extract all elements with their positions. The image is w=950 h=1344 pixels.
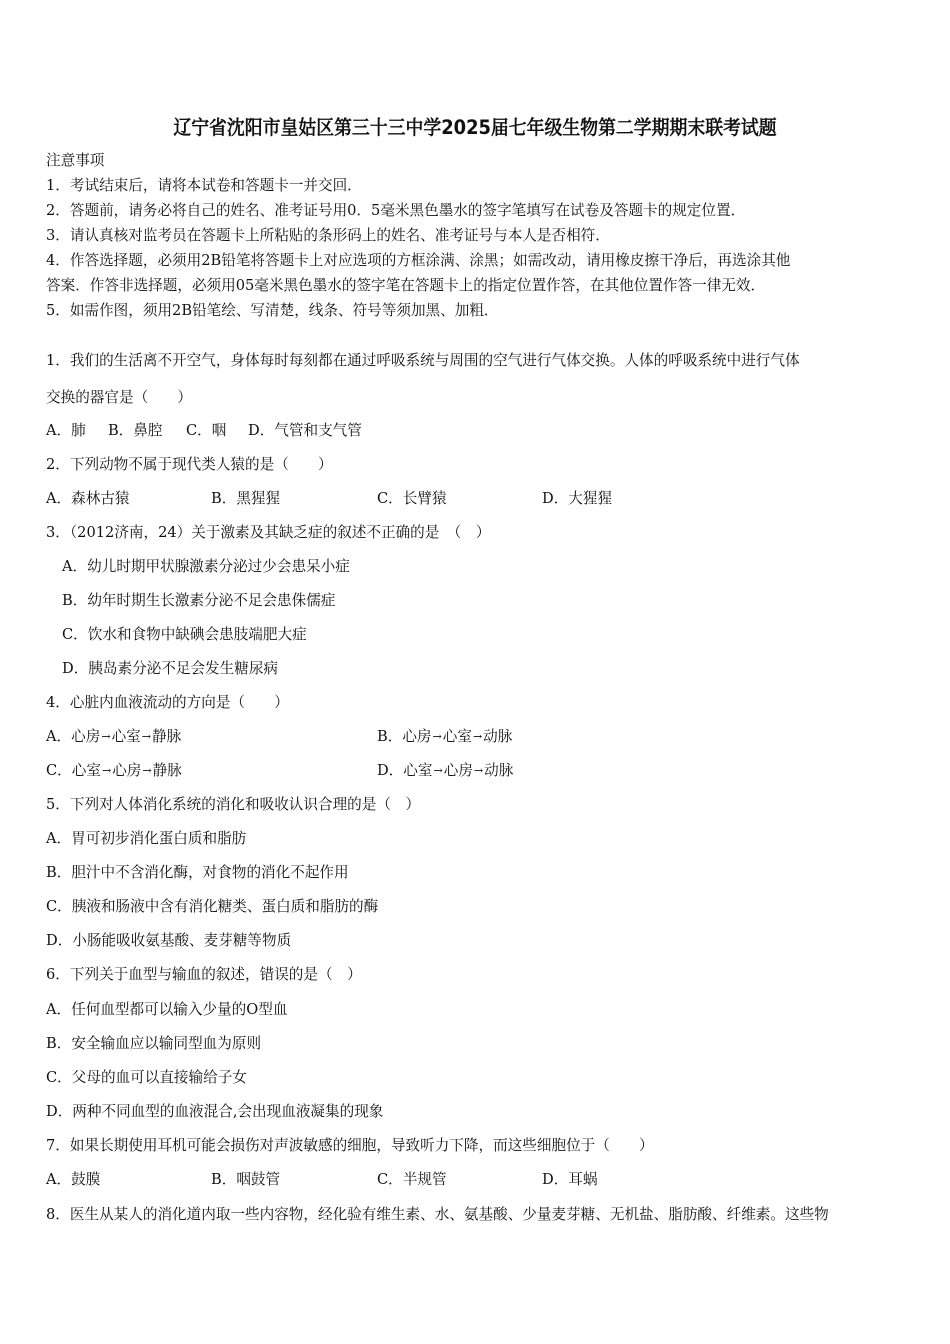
q5-option-a: A．胃可初步消化蛋白质和脂肪 — [46, 830, 247, 847]
q4-option-c-part1: 心室 — [71, 762, 101, 779]
q7-option-b: B．咽鼓管 — [211, 1171, 281, 1188]
q6-option-a: A．任何血型都可以输入少量的O型血 — [46, 1001, 288, 1018]
q7-option-d: D．耳蜗 — [542, 1171, 598, 1188]
q4-option-c — [46, 762, 182, 780]
arrow-icon: → — [433, 764, 443, 777]
q4-option-a-letter: A． — [46, 728, 72, 745]
q4-option-b-letter: B． — [377, 728, 403, 745]
q3-option-a: A．幼儿时期甲状腺激素分泌过少会患呆小症 — [62, 558, 350, 575]
question-8-stem: 8．医生从某人的消化道内取一些内容物，经化验有维生素、水、氨基酸、少量麦芽糖、无机盐、脂肪酸、纤维素。这些物 — [46, 1206, 829, 1223]
arrow-icon: → — [141, 730, 151, 743]
q4-option-c-part3: 静脉 — [152, 762, 182, 779]
notice-item: 答案．作答非选择题，必须用05毫米黑色墨水的签字笔在答题卡上的指定位置作答，在其他位置作答一律无效． — [46, 277, 766, 294]
q4-option-a — [46, 728, 181, 746]
q4-option-c-letter: C． — [46, 762, 72, 779]
question-7-stem: 7．如果长期使用耳机可能会损伤对声波敏感的细胞，导致听力下降，而这些细胞位于（ ） — [46, 1137, 654, 1154]
question-4-stem: 4．心脏内血液流动的方向是（ ） — [46, 694, 289, 711]
q4-option-a-part1: 心房 — [71, 728, 101, 745]
q6-option-b: B．安全输血应以输同型血为原则 — [46, 1035, 262, 1052]
q4-option-d — [377, 762, 513, 780]
q4-option-d-part1: 心室 — [403, 762, 433, 779]
q4-option-b-part1: 心房 — [402, 728, 432, 745]
arrow-icon: → — [142, 764, 152, 777]
q3-option-c: C．饮水和食物中缺碘会患肢端肥大症 — [62, 626, 307, 643]
question-3-stem: 3．（2012济南，24）关于激素及其缺乏症的叙述不正确的是 （ ） — [46, 524, 491, 541]
notice-item: 4．作答选择题，必须用2B铅笔将答题卡上对应选项的方框涂满、涂黑；如需改动，请用橡皮擦干净后，再选涂其他 — [46, 252, 791, 269]
q3-option-b: B．幼年时期生长激素分泌不足会患侏儒症 — [62, 592, 336, 609]
q4-option-a-part2: 心室 — [111, 728, 141, 745]
q4-option-d-part2: 心房 — [443, 762, 473, 779]
q4-option-b-part2: 心室 — [442, 728, 472, 745]
arrow-icon: → — [432, 730, 442, 743]
notice-item: 1．考试结束后，请将本试卷和答题卡一并交回． — [46, 177, 362, 194]
q3-option-d: D．胰岛素分泌不足会发生糖尿病 — [62, 660, 279, 677]
arrow-icon: → — [473, 764, 484, 777]
q1-option-d: D．气管和支气管 — [248, 422, 362, 439]
q5-option-b: B．胆汁中不含消化酶，对食物的消化不起作用 — [46, 864, 349, 881]
q6-option-d: D．两种不同血型的血液混合,会出现血液凝集的现象 — [46, 1103, 384, 1120]
exam-title: 辽宁省沈阳市皇姑区第三十三中学2025届七年级生物第二学期期末联考试题 — [173, 116, 777, 139]
q4-option-b-part3: 动脉 — [483, 728, 513, 745]
q1-option-c: C．咽 — [186, 422, 227, 439]
q4-option-d-letter: D． — [377, 762, 404, 779]
q1-option-b: B．鼻腔 — [108, 422, 163, 439]
q2-option-d: D．大猩猩 — [542, 490, 613, 507]
q1-option-a: A．肺 — [46, 422, 86, 439]
arrow-icon: → — [472, 730, 483, 743]
q2-option-a: A．森林古猿 — [46, 490, 130, 507]
question-6-stem: 6．下列关于血型与输血的叙述，错误的是（ ） — [46, 966, 362, 983]
arrow-icon: → — [101, 730, 111, 743]
q4-option-c-part2: 心房 — [112, 762, 142, 779]
q4-option-d-part3: 动脉 — [484, 762, 514, 779]
q5-option-d: D．小肠能吸收氨基酸、麦芽糖等物质 — [46, 932, 292, 949]
notice-item: 2．答题前，请务必将自己的姓名、准考证号用0．5毫米黑色墨水的签字笔填写在试卷及答题卡的规定位置． — [46, 202, 746, 219]
q2-option-b: B．黑猩猩 — [211, 490, 281, 507]
arrow-icon: → — [101, 764, 112, 777]
q2-option-c: C．长臂猿 — [377, 490, 447, 507]
notice-item: 5．如需作图，须用2B铅笔绘、写清楚，线条、符号等须加黑、加粗． — [46, 302, 499, 319]
q6-option-c: C．父母的血可以直接输给子女 — [46, 1069, 247, 1086]
notice-item: 3．请认真核对监考员在答题卡上所粘贴的条形码上的姓名、准考证号与本人是否相符． — [46, 227, 610, 244]
question-2-stem: 2．下列动物不属于现代类人猿的是（ ） — [46, 456, 333, 473]
q5-option-c: C．胰液和肠液中含有消化糖类、蛋白质和脂肪的酶 — [46, 898, 379, 915]
q7-option-a: A．鼓膜 — [46, 1171, 101, 1188]
question-1-stem: 1．我们的生活离不开空气，身体每时每刻都在通过呼吸系统与周围的空气进行气体交换。人体的呼吸系统中进行气体 — [46, 352, 800, 369]
notice-heading: 注意事项 — [46, 152, 105, 169]
question-5-stem: 5．下列对人体消化系统的消化和吸收认识合理的是（ ） — [46, 796, 421, 813]
q7-option-c: C．半规管 — [377, 1171, 447, 1188]
q4-option-a-part3: 静脉 — [151, 728, 182, 745]
q4-option-b — [377, 728, 512, 746]
question-1-stem-cont: 交换的器官是（ ） — [46, 389, 192, 406]
